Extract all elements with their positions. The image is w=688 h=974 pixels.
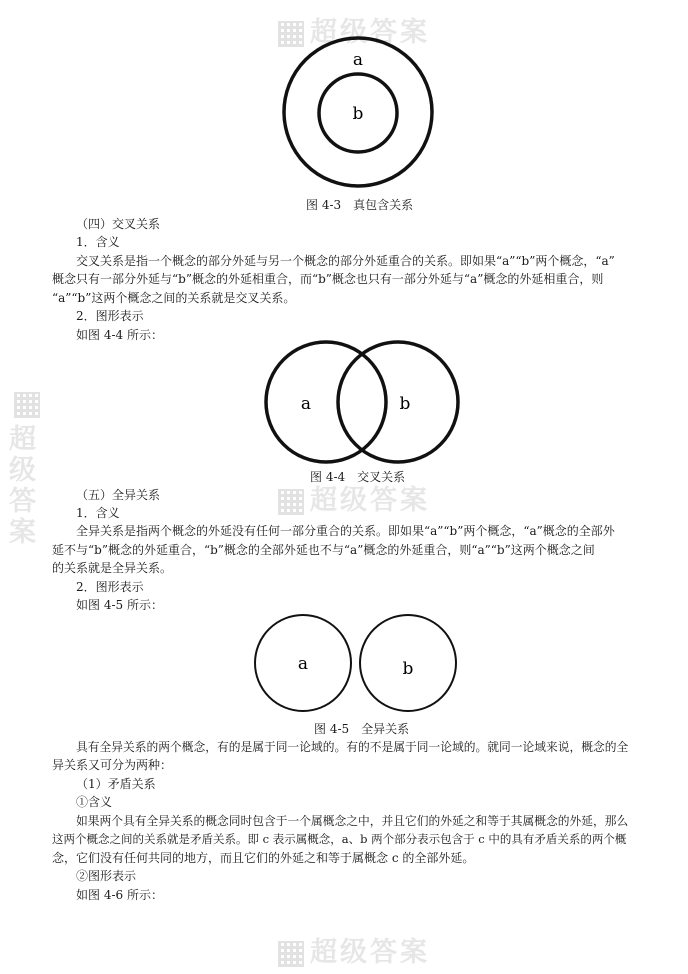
contradiction-line-2: 这两个概念之间的关系就是矛盾关系。即 c 表示属概念，a、b 两个部分表示包含于 c 中的具有矛盾关系的两个概 (52, 832, 627, 846)
figure-4-5-diagram (252, 612, 462, 714)
disjoint-meaning-line-1: 全异关系是指两个概念的外延没有任何一部分重合的关系。即如果“a”“b”两个概念，“a”概念的全部外 (76, 524, 615, 538)
section-heading-disjoint: （五）全异关系 (76, 488, 161, 502)
crossing-graph-ref: 如图 4-4 所示： (76, 328, 163, 342)
crossing-meaning-title: 1．含义 (76, 235, 120, 249)
figure-4-3-diagram (280, 34, 436, 190)
section-heading-crossing: （四）交叉关系 (76, 217, 161, 231)
crossing-meaning-line-3: “a”“b”这两个概念之间的关系就是交叉关系。 (52, 291, 296, 305)
contradiction-graph-ref: 如图 4-6 所示： (76, 888, 163, 902)
contradiction-line-1: 如果两个具有全异关系的概念同时包含于一个属概念之中，并且它们的外延之和等于其属概念的外延，那么 (76, 814, 629, 828)
circle-a (266, 342, 386, 462)
label-a: a (352, 50, 364, 70)
label-a: a (300, 394, 312, 414)
disjoint-meaning-title: 1．含义 (76, 506, 120, 520)
crossing-graph-title: 2．图形表示 (76, 309, 144, 323)
disjoint-para-line-1: 具有全异关系的两个概念，有的是属于同一论域的。有的不是属于同一论域的。就同一论域来说，概念的全 (76, 740, 629, 754)
crossing-meaning-line-1: 交叉关系是指一个概念的部分外延与另一个概念的部分外延重合的关系。即如果“a”“b”两个概念，“a” (76, 254, 615, 268)
contradiction-meaning-title: ①含义 (76, 795, 113, 809)
figure-4-4-diagram (258, 338, 468, 466)
disjoint-graph-ref: 如图 4-5 所示： (76, 598, 163, 612)
disjoint-meaning-line-3: 的关系就是全异关系。 (52, 561, 173, 575)
contradiction-graph-title: ②图形表示 (76, 869, 137, 883)
figure-4-3-caption: 图 4-3 真包含关系 (306, 198, 414, 212)
watermark-side: 超级答案 (0, 392, 40, 548)
disjoint-meaning-line-2: 延不与“b”概念的外延重合，“b”概念的全部外延也不与“a”概念的外延重合，则“a”“b”这两个概念之间 (52, 543, 595, 557)
watermark-bottom: 超级答案 (278, 930, 430, 969)
crossing-meaning-line-2: 概念只有一部分外延与“b”概念的外延相重合，而“b”概念也只有一部分外延与“a”概念的外延相重合，则 (52, 272, 604, 286)
figure-4-5-caption: 图 4-5 全异关系 (314, 722, 410, 736)
contradiction-line-3: 念，它们没有任何共同的地方，而且它们的外延之和等于属概念 c 的全部外延。 (52, 851, 475, 865)
contradiction-heading: （1）矛盾关系 (76, 777, 156, 791)
label-b: b (399, 394, 411, 414)
disjoint-para-line-2: 异关系又可分为两种： (52, 758, 173, 772)
qr-code-icon (278, 489, 304, 515)
figure-4-4-caption: 图 4-4 交叉关系 (310, 470, 406, 484)
disjoint-graph-title: 2．图形表示 (76, 580, 144, 594)
watermark-middle: 超级答案 (278, 478, 430, 517)
label-b: b (402, 659, 414, 679)
label-b: b (352, 104, 364, 124)
qr-code-icon (278, 941, 304, 967)
label-a: a (297, 654, 309, 674)
watermark-top: 超级答案 (278, 10, 430, 49)
qr-code-icon (14, 392, 40, 418)
circle-b (338, 342, 458, 462)
